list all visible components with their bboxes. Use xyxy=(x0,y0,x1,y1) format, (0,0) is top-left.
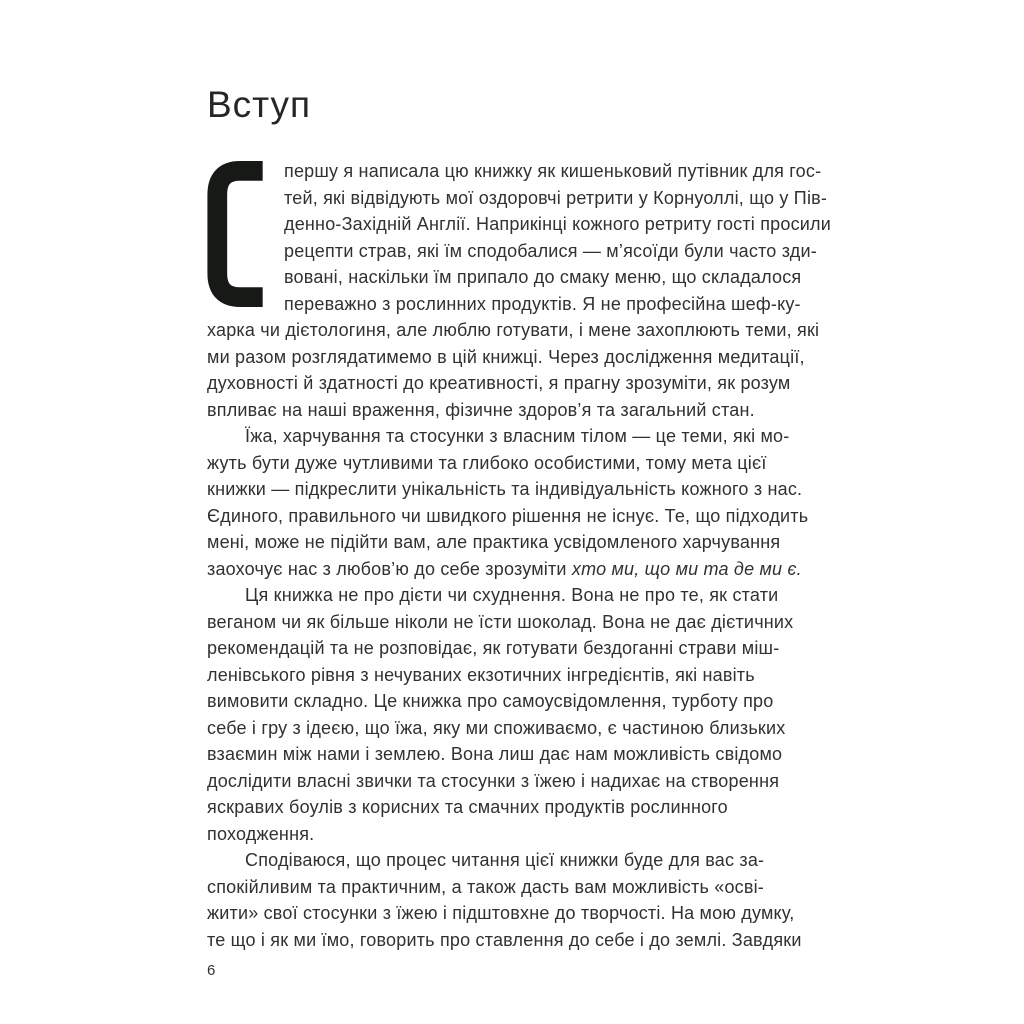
text-line: Єдиного, правильного чи швидкого рішення не існує. Те, що підходить xyxy=(207,505,809,526)
text-line: рецепти страв, які їм сподобалися — м’ясоїди були часто зди- xyxy=(284,240,817,261)
text-line: ми разом розглядатимемо в цій книжці. Через дослідження медитації, xyxy=(207,346,805,367)
text-line: мені, може не підійти вам, але практика усвідомленого харчування xyxy=(207,532,781,552)
text-line: дослідити власні звички та стосунки з їжею і надихає на створення xyxy=(207,770,780,791)
text-line: себе і гру з ідеєю, що їжа, яку ми споживаємо, є частиною близьких xyxy=(207,717,786,738)
text-line: впливає на наші враження, фізичне здоров’я та загальний стан. xyxy=(207,399,755,420)
text-line: тей, які відвідують мої оздоровчі ретрити у Корнуоллі, що у Пів- xyxy=(284,187,828,208)
text-line: духовності й здатності до креативності, я прагну зрозуміти, як розум xyxy=(207,373,791,393)
text-line: жити» свої стосунки з їжею і підштовхне до творчості. На мою думку, xyxy=(207,903,795,923)
text-line: переважно з рослинних продуктів. Я не професійна шеф-ку- xyxy=(284,293,801,314)
text-line: Ця книжка не про дієти чи схуднення. Вона не про те, як стати xyxy=(245,585,779,605)
text-line: вимовити складно. Це книжка про самоусвідомлення, турботу про xyxy=(207,691,774,711)
chapter-title: Вступ xyxy=(207,84,312,125)
text-line: взаємин між нами і землею. Вона лиш дає нам можливість свідомо xyxy=(207,744,783,764)
page-number: 6 xyxy=(207,962,216,979)
text-line: те що і як ми їмо, говорить про ставлення до себе і до землі. Завдяки xyxy=(207,929,802,950)
paragraph xyxy=(207,582,847,847)
text-line: спокійливим та практичним, а також дасть вам можливість «осві- xyxy=(207,876,765,897)
text-line: першу я написала цю книжку як кишеньковий путівник для гос- xyxy=(284,161,822,181)
paragraph xyxy=(207,158,847,423)
text-line: веганом чи як більше ніколи не їсти шоколад. Вона не дає дієтичних xyxy=(207,611,794,632)
text-line: книжки — підкреслити унікальність та індивідуальність кожного з нас. xyxy=(207,479,803,499)
paragraph xyxy=(207,423,847,582)
text-line: рекомендацій та не розповідає, як готувати бездоганні страви міш- xyxy=(207,638,780,658)
paragraph xyxy=(207,847,847,953)
text-line: вовані, наскільки їм припало до смаку меню, що складалося xyxy=(284,267,802,287)
text-line: Сподіваюся, що процес читання цієї книжки буде для вас за- xyxy=(245,850,765,870)
text-line: денно-Західній Англії. Наприкінці кожного ретриту гості просили xyxy=(284,214,831,234)
italic-phrase: хто ми, що ми та де ми є. xyxy=(571,558,802,579)
text-line: ленівського рівня з нечуваних екзотичних інгредієнтів, які навіть xyxy=(207,664,755,685)
text-line: заохочує нас з любов’ю до себе зрозуміти хто ми, що ми та де ми є. xyxy=(207,558,802,579)
body-text xyxy=(207,158,847,953)
text-line: харка чи дієтологиня, але люблю готувати, і мене захоплюють теми, які xyxy=(207,320,820,340)
text-line: яскравих боулів з корисних та смачних продуктів рослинного xyxy=(207,797,728,817)
text-line: Їжа, харчування та стосунки з власним тілом — це теми, які мо- xyxy=(245,426,790,446)
text-line: походження. xyxy=(207,823,315,844)
drop-cap xyxy=(207,161,270,307)
text-line: жуть бути дуже чутливими та глибоко особистими, тому мета цієї xyxy=(207,452,767,473)
